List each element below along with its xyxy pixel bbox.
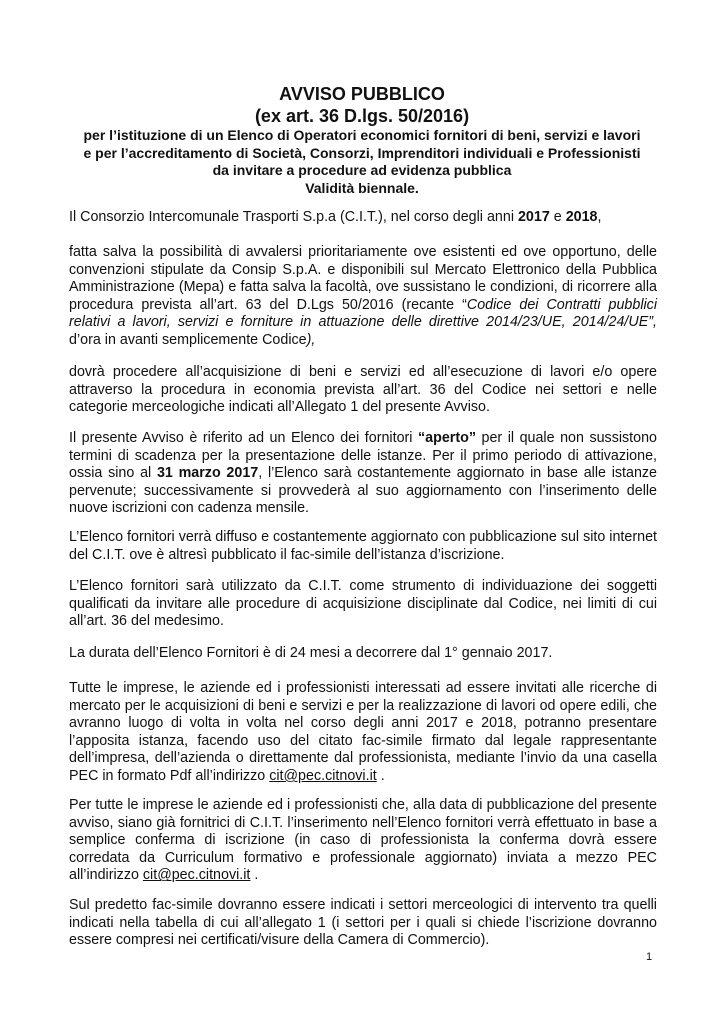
paragraph-application: [69, 680, 657, 786]
text-span: Tutte le imprese, le aziende ed i professionisti interessati ad essere invitati alle ricerche di mercato per le acquisizioni di beni e servizi e per la realizzazione di lavori od opere edili, che avranno luogo di volta in volta nel corso degli anni 2017 e 2018, potranno presentare l’apposita istanza, facendo uso del citato fac-simile firmato dal legale rappresentante dell’impresa, dell’azienda o direttamente dal professionista, mediante l’invio da una casella PEC in formato Pdf all’indirizzo: [69, 680, 657, 784]
text-span: d’ora in avanti semplicemente Codice: [69, 331, 307, 348]
open-label: “aperto”: [418, 430, 476, 446]
text-span: ),: [306, 331, 316, 348]
notice-legal-reference: (ex art. 36 D.lgs. 50/2016): [254, 106, 470, 126]
paragraph-existing-suppliers: [69, 797, 657, 885]
paragraph-publication: L’Elenco fornitori verrà diffuso e costantemente aggiornato con pubblicazione sul sito internet del C.I.T. ove è altresì pubblicato il fac-simile dell’istanza d’iscrizione.: [69, 529, 657, 563]
pec-email-link[interactable]: cit@pec.citnovi.it: [269, 767, 377, 784]
text-span: ,: [597, 209, 602, 225]
paragraph-usage: L’Elenco fornitori sarà utilizzato da C.I.T. come strumento di individuazione dei soggetti qualificati da invitare alle procedure di acquisizione disciplinate dal Codice, nei limiti di cui all’art. 36 del medesimo.: [69, 578, 657, 630]
text-span: fatta salva la possibilità di avvalersi prioritariamente ove esistenti ed ove opportuno, delle convenzioni stipulate da Consip S.p.A. e disponibili sul Mercato Elettronico della Pubblica Amministrazione (Mepa) e fatta salva la facoltà, ove sussistano le condizioni, di ricorrere alla procedura prevista all’art. 63 del D.Lgs 50/2016 (recante “: [69, 244, 657, 313]
text-span: .: [376, 767, 385, 784]
text-span: .: [250, 867, 259, 884]
pec-email-link[interactable]: cit@pec.citnovi.it: [142, 867, 251, 884]
text-span: e: [549, 209, 566, 225]
paragraph-open-list: [69, 430, 657, 518]
subtitle-line: da invitare a procedure ad evidenza pubblica: [212, 162, 512, 178]
subtitle-line: per l’istituzione di un Elenco di Operatori economici fornitori di beni, servizi e lavori: [83, 127, 641, 143]
code-title-italic: Codice dei Contratti pubblici relativi a lavori, servizi e forniture in attuazione delle direttive 2014/23/UE, 2014/24/UE”,: [69, 296, 657, 331]
paragraph-consip: [69, 244, 657, 350]
notice-title: AVVISO PUBBLICO: [279, 84, 445, 104]
paragraph-duration: La durata dell’Elenco Fornitori è di 24 mesi a decorrere dal 1° gennaio 2017.: [69, 645, 553, 661]
page-number: 1: [646, 951, 653, 963]
subtitle-line: e per l’accreditamento di Società, Consorzi, Imprenditori individuali e Professionisti: [83, 144, 641, 161]
subtitle-line: Validità biennale.: [305, 179, 419, 196]
text-span: Il presente Avviso è riferito ad un Elenco dei fornitori: [69, 430, 418, 446]
paragraph-procedure: dovrà procedere all’acquisizione di beni e servizi ed all’esecuzione di lavori e/o opere attraverso la procedura in economia prevista all’art. 36 del Codice nei settori e nelle categorie merceologiche indicati all’Allegato 1 del presente Avviso.: [69, 364, 657, 416]
year-2017: 2017: [517, 209, 550, 225]
year-2018: 2018: [565, 209, 598, 225]
text-span: , l’Elenco sarà costantemente aggiornato in base alle istanze pervenute; successivamente si provvederà al suo aggiornamento con l’inserimento delle nuove iscrizioni con cadenza mensile.: [69, 465, 657, 517]
deadline-date: 31 marzo 2017: [156, 465, 259, 482]
paragraph-intro: [69, 209, 657, 227]
text-span: per il quale non sussistono termini di scadenza per la presentazione delle istanze. Per il primo periodo di attivazione, ossia sino al: [69, 430, 657, 482]
text-span: Per tutte le imprese le aziende ed i professionisti che, alla data di pubblicazione del presente avviso, siano già fornitrici di C.I.T. l’inserimento nell’Elenco fornitori verrà effettuato in base a semplice conferma di iscrizione (in caso di professionista la conferma dovrà essere corredata da Curriculum formativo e professionale aggiornato) inviata a mezzo PEC all’indirizzo: [69, 797, 657, 884]
notice-subtitle: [0, 127, 724, 197]
text-span: Il Consorzio Intercomunale Trasporti S.p.a (C.I.T.), nel corso degli anni: [69, 209, 518, 225]
paragraph-sectors: Sul predetto fac-simile dovranno essere indicati i settori merceologici di intervento tra quelli indicati nella tabella di cui all’allegato 1 (i settori per i quali si chiede l’iscrizione dovranno essere compresi nei certificati/visure della Camera di Commercio).: [69, 897, 657, 949]
